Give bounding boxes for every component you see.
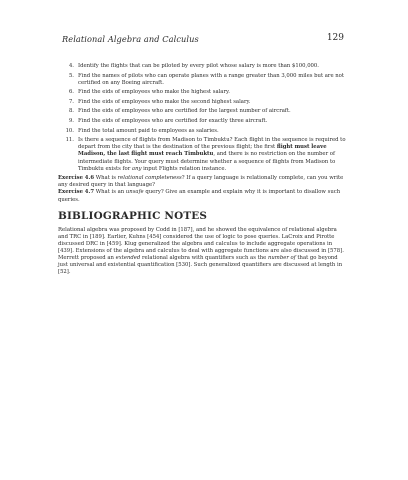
notes-paragraph <box>58 227 348 277</box>
list-item <box>58 73 348 87</box>
exercise-text: What is <box>94 175 118 182</box>
item-text: Find the names of pilots who can operate planes with a range greater than 3,000 miles but are not certified on any Boeing aircraft. <box>78 72 344 86</box>
exercise-text: query? Give an example and explain why it is important to disallow such queries. <box>58 189 341 203</box>
item-text-part: Is there a sequence of flights from Madison to Timbuktu? Each flight in the sequence is required to depart from the city that is the destination of the previous flight; the first <box>78 137 346 151</box>
exercise-term: unsafe <box>125 189 144 196</box>
item-text-part: , and there is no restriction on the number of intermediate flights. Your query must determine whether a sequence of flights from Madison to Timbuktu exists for <box>78 151 336 172</box>
exercise-4-6 <box>58 175 348 189</box>
exercise-label: Exercise 4.6 <box>58 175 95 182</box>
notes-italic: number of <box>267 254 296 261</box>
list-item <box>58 128 348 135</box>
list-item <box>58 89 348 96</box>
item-number: 7. <box>68 98 74 105</box>
notes-italic: extended <box>115 254 141 261</box>
list-item <box>58 137 348 172</box>
running-head <box>62 34 344 46</box>
list-item <box>58 99 348 106</box>
notes-text: Relational algebra was proposed by Codd in [187], and he showed the equivalence of relational algebra and TRC in [189]. Earlier, Kuhns [454] considered the use of logic to pose queries. LaCroix and Pirotte discussed DRC in [459]. Klug generalized the algebra and calculus to include aggregate operations in [439]. Extensions of the algebra and calculus to deal with aggregate functions are also discussed in [578]. Merrett proposed an <box>58 226 344 261</box>
item-number: 5. <box>68 72 74 79</box>
page-body <box>58 63 348 276</box>
item-text: Find the eids of employees who are certified for the largest number of aircraft. <box>78 108 291 115</box>
item-number: 11. <box>65 137 74 144</box>
page-number: 129 <box>326 33 344 43</box>
item-text: Find the eids of employees who make the highest salary. <box>78 89 230 96</box>
item-text-part: input Flights relation instance. <box>141 165 227 172</box>
item-text-bold: flight must leave Madison, the last flight must reach Timbuktu <box>78 144 327 158</box>
notes-text: relational algebra with quantifiers such as the <box>140 254 268 261</box>
item-text: Find the eids of employees who make the second highest salary. <box>78 98 251 105</box>
list-item <box>58 118 348 125</box>
exercise-label: Exercise 4.7 <box>58 189 95 196</box>
item-text: Find the total amount paid to employees as salaries. <box>78 127 219 134</box>
item-number: 8. <box>68 108 74 115</box>
item-number: 6. <box>68 89 74 96</box>
item-text: Identify the flights that can be piloted by every pilot whose salary is more than $100,000. <box>78 63 319 69</box>
exercise-text: What is an <box>94 189 126 196</box>
exercise-4-7 <box>58 189 348 203</box>
exercise-text: ? If a query language is relationally complete, can you write any desired query in that language? <box>58 175 344 189</box>
list-item <box>58 108 348 115</box>
list-item <box>58 63 348 70</box>
notes-text: that go beyond just universal and existential quantification [530]. Such generalized quantifiers are discussed at length in [52]. <box>58 254 343 276</box>
item-text: Find the eids of employees who are certified for exactly three aircraft. <box>78 118 268 125</box>
running-title: Relational Algebra and Calculus <box>62 34 199 44</box>
item-text-italic: any <box>131 165 142 172</box>
item-number: 4. <box>68 63 74 69</box>
query-list <box>58 63 348 173</box>
exercise-term: relational completeness <box>117 175 182 182</box>
section-heading: BIBLIOGRAPHIC NOTES <box>58 209 208 222</box>
item-number: 10. <box>65 127 74 134</box>
item-number: 9. <box>68 118 74 125</box>
